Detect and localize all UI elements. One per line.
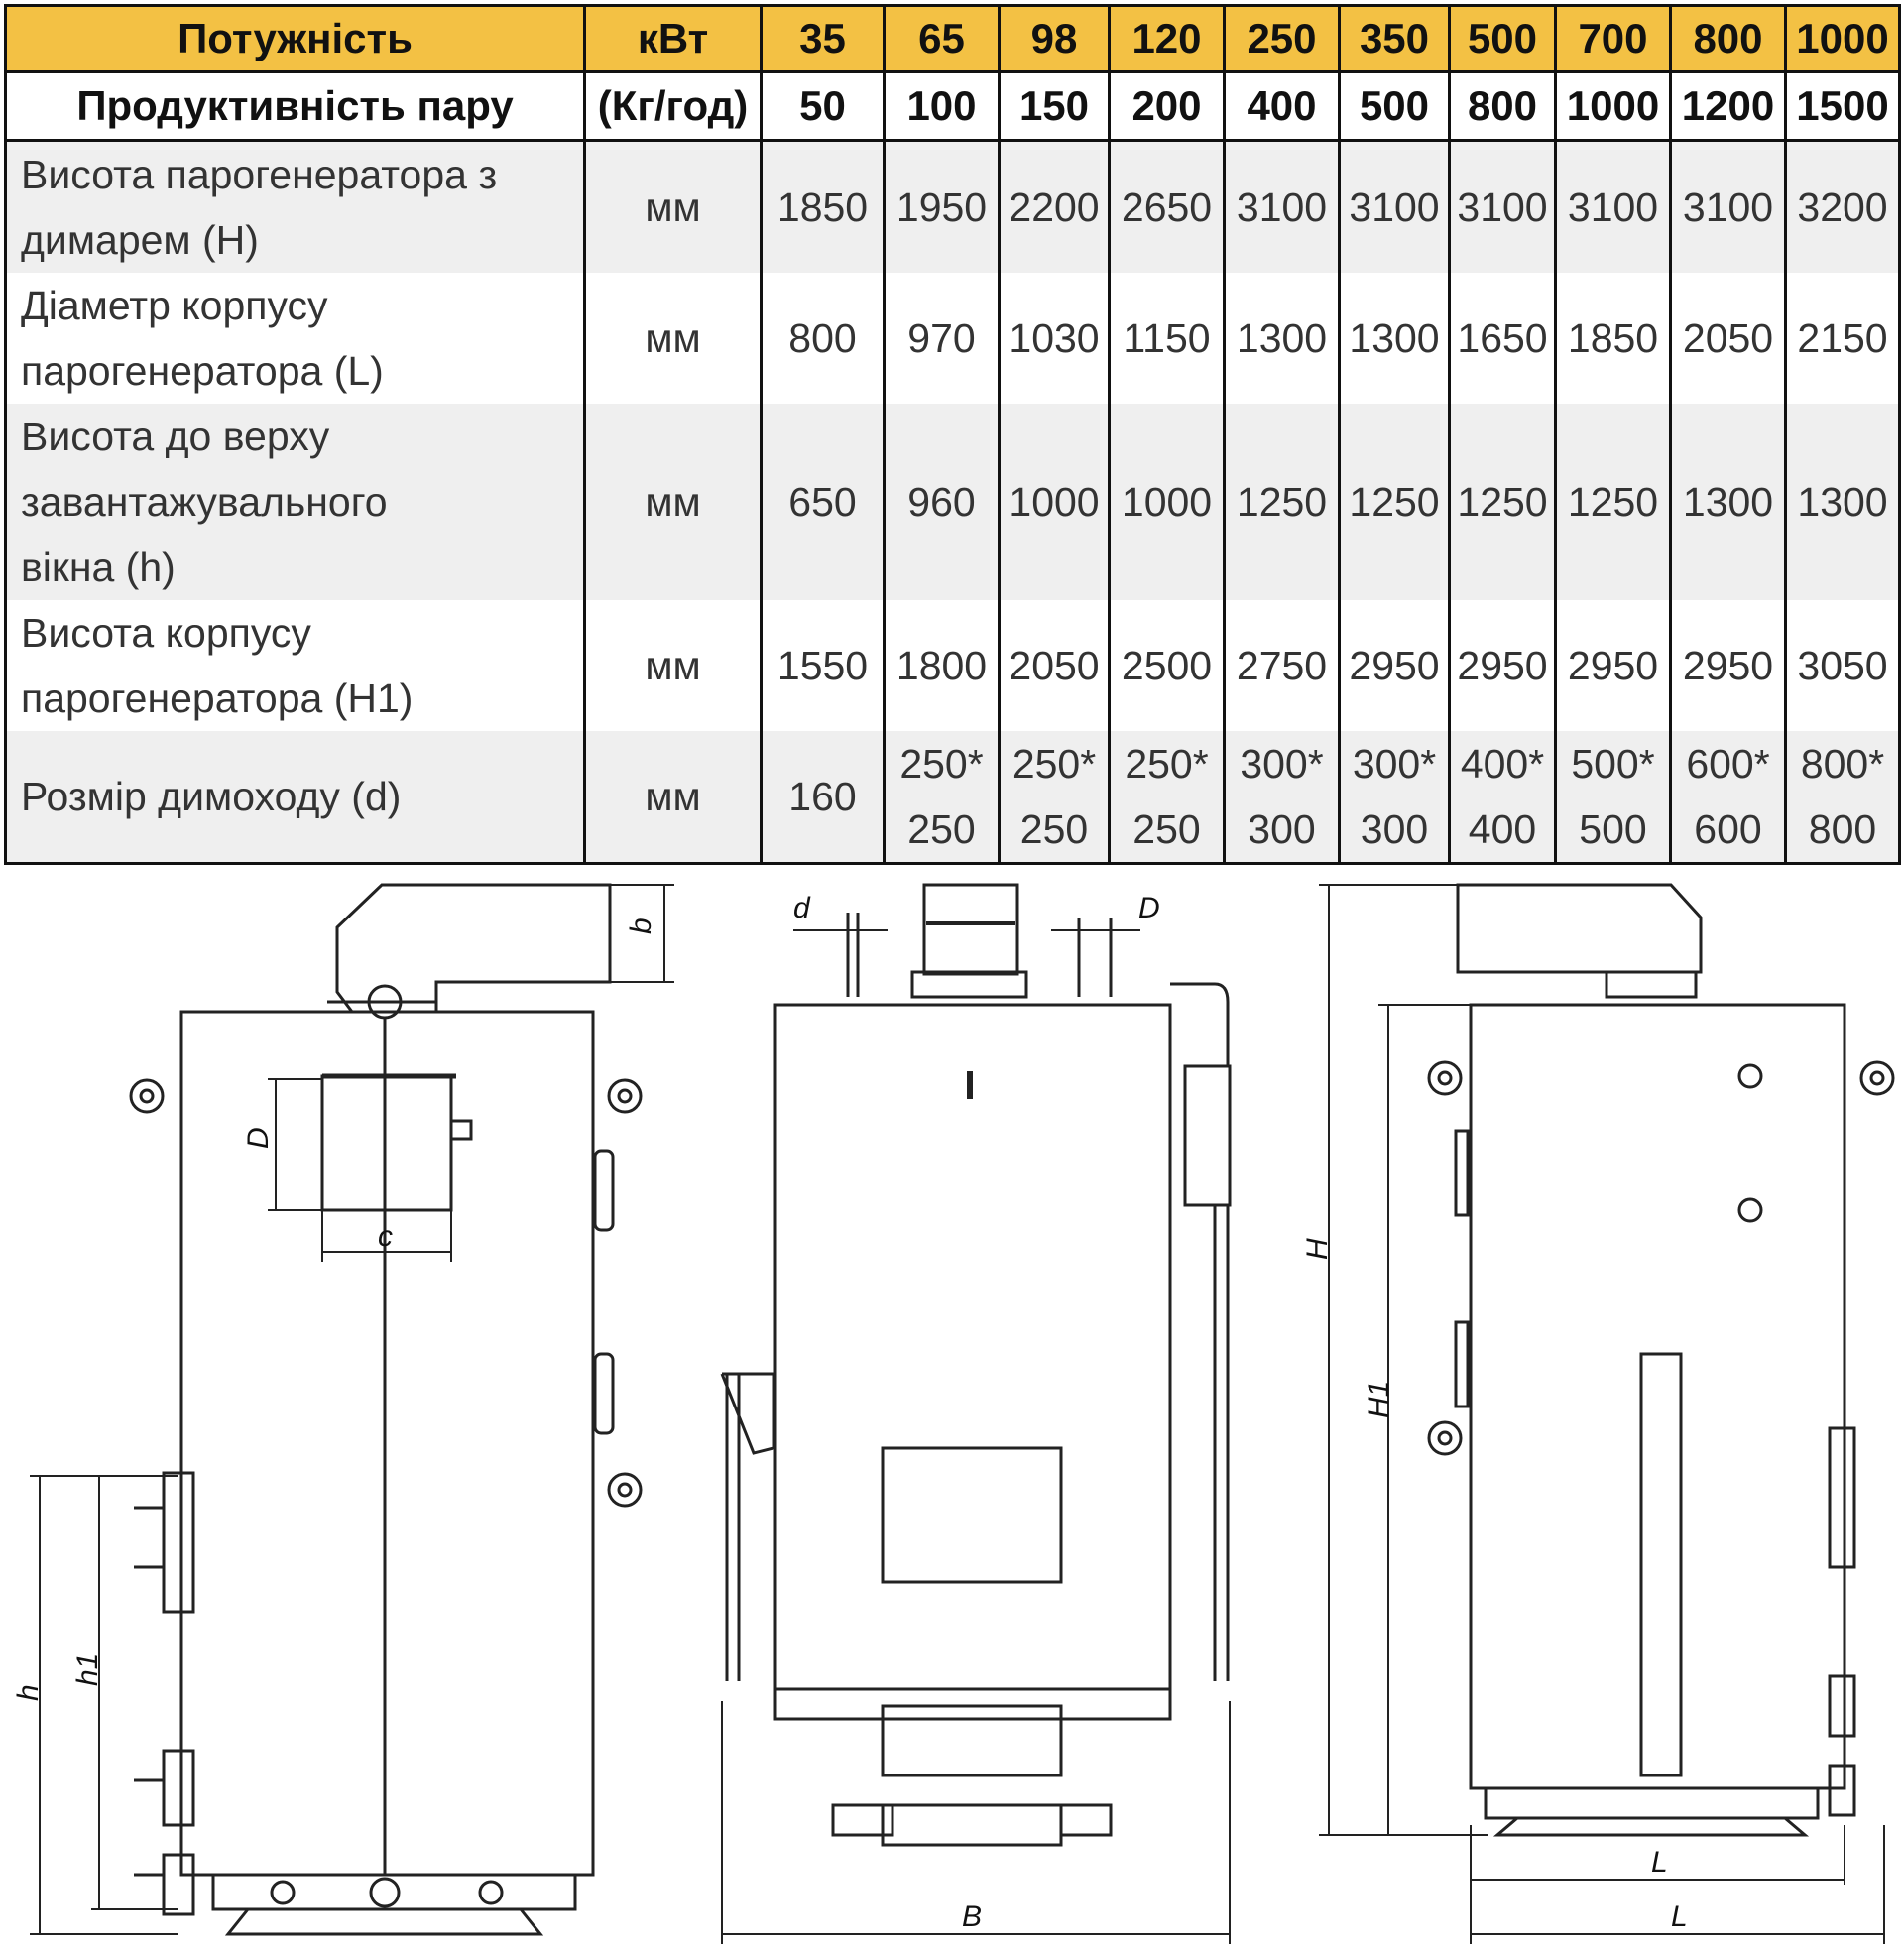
power-value: 98: [1000, 6, 1110, 72]
steam-row: [6, 72, 1900, 141]
flue-cell: [1225, 731, 1340, 864]
table-row-flue: [6, 731, 1900, 864]
front-view-drawing: [30, 885, 674, 1934]
row-unit: мм: [585, 731, 762, 864]
power-value: 65: [885, 6, 1000, 72]
flue-bottom: 400: [1468, 806, 1537, 852]
dim-label-h: h: [12, 1684, 45, 1701]
dim-label-H1: H1: [1363, 1380, 1395, 1418]
row-label: Розмір димоходу (d): [6, 731, 585, 864]
power-value: 120: [1110, 6, 1225, 72]
technical-drawings: [0, 873, 1904, 1958]
flue-cell: [1110, 731, 1225, 864]
power-value: 1000: [1786, 6, 1900, 72]
dim-label-D-pipe: D: [1138, 892, 1160, 924]
flue-bottom: 250: [1019, 806, 1089, 852]
cell-value: 1650: [1450, 273, 1556, 404]
flue-top: 250*: [899, 741, 984, 787]
flue-cell: [1786, 731, 1900, 864]
dim-label-d: d: [793, 892, 810, 924]
cell-value: 650: [762, 404, 885, 600]
cell-value: 1300: [1671, 404, 1786, 600]
power-value: 500: [1450, 6, 1556, 72]
row-label-line: парогенератора (L): [21, 348, 384, 394]
steam-value: 50: [762, 72, 885, 141]
cell-value: 960: [885, 404, 1000, 600]
cell-value: 2200: [1000, 141, 1110, 274]
steam-value: 1000: [1556, 72, 1671, 141]
cell-value: 3100: [1450, 141, 1556, 274]
cell-value: 3050: [1786, 600, 1900, 731]
row-label-line: Діаметр корпусу: [21, 283, 328, 328]
row-label-line: Висота корпусу: [21, 610, 311, 656]
cell-value: 2750: [1225, 600, 1340, 731]
cell-value: 3100: [1556, 141, 1671, 274]
cell-value: 800: [762, 273, 885, 404]
steam-value: 150: [1000, 72, 1110, 141]
dim-label-L-upper: L: [1651, 1846, 1668, 1879]
power-value: 250: [1225, 6, 1340, 72]
table-row: [6, 404, 1900, 600]
cell-value: 3100: [1225, 141, 1340, 274]
flue-top: 300*: [1352, 741, 1437, 787]
cell-value: 3200: [1786, 141, 1900, 274]
dim-label-c: c: [378, 1220, 393, 1253]
table-row: [6, 273, 1900, 404]
flue-bottom: 250: [907, 806, 976, 852]
back-view-drawing: [1319, 885, 1893, 1944]
cell-value: 2950: [1340, 600, 1450, 731]
flue-bottom: 250: [1132, 806, 1201, 852]
cell-value: 2500: [1110, 600, 1225, 731]
power-value: 350: [1340, 6, 1450, 72]
cell-value: 160: [762, 731, 885, 864]
flue-cell: [885, 731, 1000, 864]
power-value: 800: [1671, 6, 1786, 72]
steam-value: 1200: [1671, 72, 1786, 141]
power-row: [6, 6, 1900, 72]
flue-bottom: 300: [1360, 806, 1429, 852]
steam-value: 800: [1450, 72, 1556, 141]
flue-top: 500*: [1571, 741, 1655, 787]
cell-value: 1300: [1225, 273, 1340, 404]
flue-bottom: 300: [1248, 806, 1316, 852]
cell-value: 1030: [1000, 273, 1110, 404]
cell-value: 2050: [1671, 273, 1786, 404]
flue-bottom: 500: [1579, 806, 1647, 852]
table-row: [6, 141, 1900, 274]
row-label: [6, 404, 585, 600]
steam-label: Продуктивність пару: [6, 72, 585, 141]
cell-value: 3100: [1671, 141, 1786, 274]
cell-value: 970: [885, 273, 1000, 404]
cell-value: 1850: [762, 141, 885, 274]
flue-cell: [1000, 731, 1110, 864]
dim-label-B: B: [962, 1900, 983, 1933]
row-unit: мм: [585, 404, 762, 600]
cell-value: 1250: [1340, 404, 1450, 600]
steam-value: 500: [1340, 72, 1450, 141]
flue-cell: [1340, 731, 1450, 864]
steam-value: 1500: [1786, 72, 1900, 141]
row-label-line: Висота до верху: [21, 414, 330, 459]
cell-value: 1300: [1340, 273, 1450, 404]
power-value: 700: [1556, 6, 1671, 72]
dim-label-D-window: D: [242, 1127, 275, 1149]
steam-unit: (Кг/год): [585, 72, 762, 141]
cell-value: 1800: [885, 600, 1000, 731]
row-label-line: завантажувального: [21, 479, 388, 525]
cell-value: 2950: [1671, 600, 1786, 731]
flue-bottom: 800: [1808, 806, 1877, 852]
steam-value: 200: [1110, 72, 1225, 141]
steam-value: 400: [1225, 72, 1340, 141]
dim-label-b: b: [625, 918, 657, 934]
row-label: [6, 273, 585, 404]
power-label: Потужність: [6, 6, 585, 72]
flue-top: 600*: [1686, 741, 1770, 787]
cell-value: 1150: [1110, 273, 1225, 404]
flue-top: 800*: [1800, 741, 1885, 787]
cell-value: 1850: [1556, 273, 1671, 404]
row-label-line: парогенератора (H1): [21, 675, 414, 721]
dim-label-L-lower: L: [1671, 1900, 1688, 1933]
cell-value: 2950: [1450, 600, 1556, 731]
power-unit: кВт: [585, 6, 762, 72]
cell-value: 1000: [1000, 404, 1110, 600]
flue-cell: [1671, 731, 1786, 864]
cell-value: 2650: [1110, 141, 1225, 274]
cell-value: 1250: [1225, 404, 1340, 600]
flue-top: 250*: [1125, 741, 1209, 787]
cell-value: 1000: [1110, 404, 1225, 600]
cell-value: 3100: [1340, 141, 1450, 274]
row-label-line: димарем (H): [21, 217, 259, 263]
dim-label-H: H: [1301, 1238, 1334, 1260]
flue-top: 250*: [1012, 741, 1097, 787]
table-row: [6, 600, 1900, 731]
flue-cell: [1556, 731, 1671, 864]
row-unit: мм: [585, 141, 762, 274]
cell-value: 1300: [1786, 404, 1900, 600]
flue-top: 300*: [1240, 741, 1324, 787]
power-value: 35: [762, 6, 885, 72]
flue-top: 400*: [1460, 741, 1545, 787]
row-label-line: Висота парогенератора з: [21, 152, 498, 197]
flue-cell: [1450, 731, 1556, 864]
row-unit: мм: [585, 273, 762, 404]
cell-value: 1250: [1556, 404, 1671, 600]
cell-value: 1550: [762, 600, 885, 731]
spec-table: [4, 4, 1901, 865]
steam-value: 100: [885, 72, 1000, 141]
cell-value: 1250: [1450, 404, 1556, 600]
cell-value: 2050: [1000, 600, 1110, 731]
cell-value: 2150: [1786, 273, 1900, 404]
row-unit: мм: [585, 600, 762, 731]
side-view-drawing: [722, 885, 1230, 1944]
row-label: [6, 141, 585, 274]
cell-value: 2950: [1556, 600, 1671, 731]
row-label-line: вікна (h): [21, 545, 176, 590]
flue-bottom: 600: [1694, 806, 1762, 852]
row-label: [6, 600, 585, 731]
cell-value: 1950: [885, 141, 1000, 274]
dim-label-h1: h1: [71, 1652, 104, 1686]
